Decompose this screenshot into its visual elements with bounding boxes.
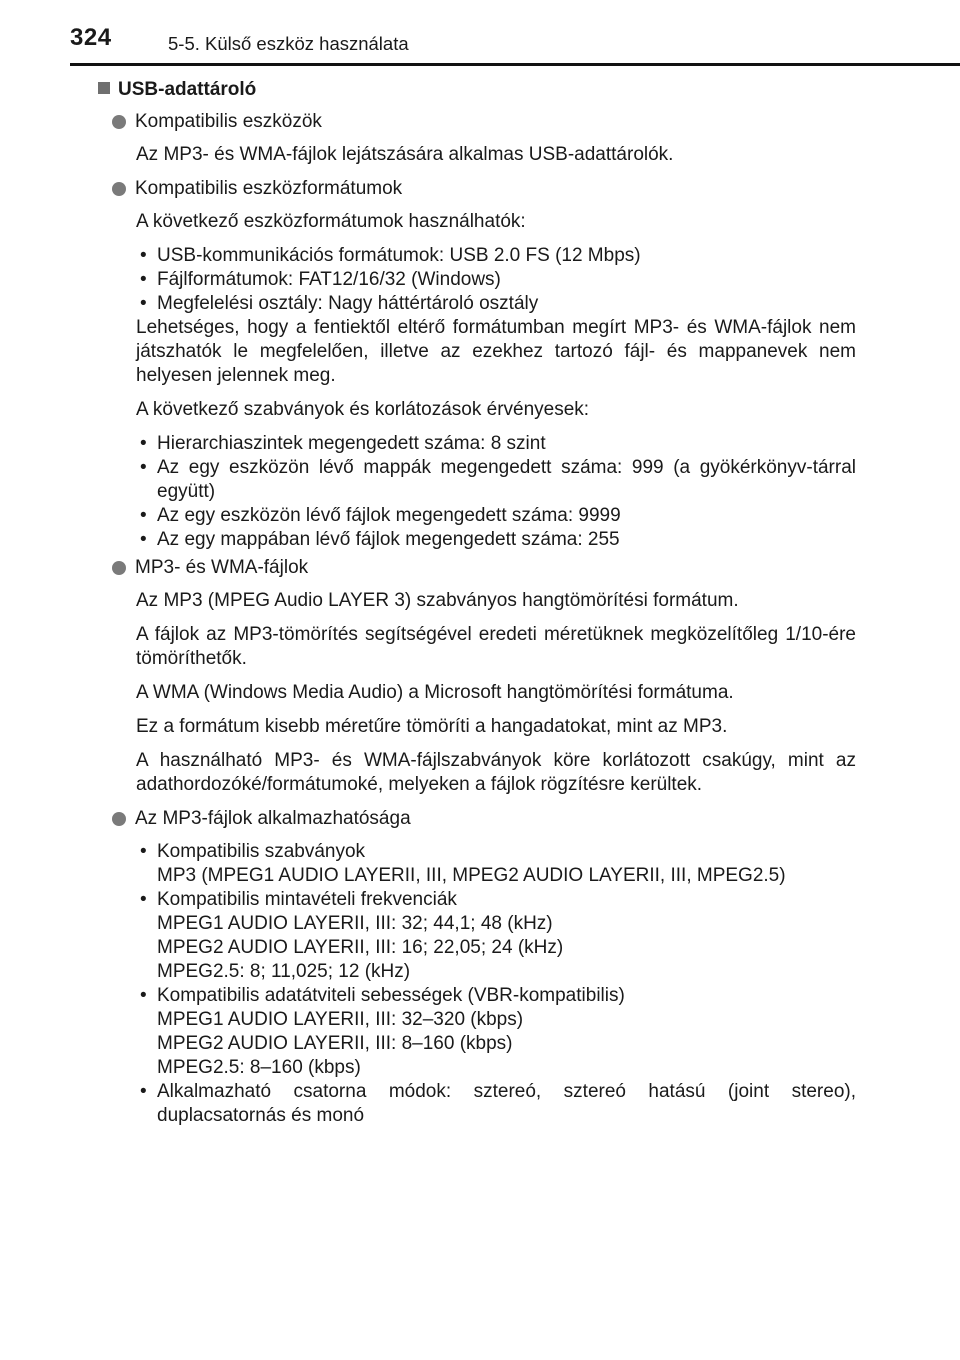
paragraph: Az MP3 (MPEG Audio LAYER 3) szabványos hangtömörítési formátum. (136, 590, 739, 611)
section-title: USB-adattároló (118, 79, 257, 100)
subsection-heading (112, 110, 856, 134)
page-content (98, 78, 856, 1138)
list-item: • Az egy eszközön lévő fájlok megengedett száma: 9999 (140, 505, 621, 526)
paragraph: A fájlok az MP3-tömörítés segítségével eredeti méretüknek megközelítőleg 1/10-ére tömöríthetők. (136, 624, 856, 669)
bullet-list (136, 840, 856, 1128)
section-heading (98, 78, 856, 100)
list-item: • Fájlformátumok: FAT12/16/32 (Windows) (140, 269, 501, 290)
paragraph: Lehetséges, hogy a fentiektől eltérő formátumban megírt MP3- és WMA-fájlok nem játszhatók le megfelelően, illetve az ezekhez tartozó fájl- és mappanevek nem helyesen jelennek meg. (136, 317, 856, 386)
list-item: • Kompatibilis adatátviteli sebességek (VBR-kompatibilis) MPEG1 AUDIO LAYERII, III: 32–320 (kbps) MPEG2 AUDIO LAYERII, III: 8–160 (kbps) MPEG2.5: 8–160 (kbps) (140, 985, 625, 1078)
paragraph: A következő szabványok és korlátozások érvényesek: (136, 399, 590, 420)
list-item: • Megfelelési osztály: Nagy háttértároló osztály (140, 293, 539, 314)
header-rule (70, 63, 960, 66)
list-item: • Kompatibilis szabványok MP3 (MPEG1 AUDIO LAYERII, III, MPEG2 AUDIO LAYERII, III, MPEG2.5) (140, 841, 786, 886)
paragraph: Az MP3- és WMA-fájlok lejátszására alkalmas USB-adattárolók. (136, 144, 674, 165)
paragraph: A WMA (Windows Media Audio) a Microsoft hangtömörítési formátuma. (136, 682, 734, 703)
list-item: • Az egy eszközön lévő mappák megengedett száma: 999 (a gyökérkönyv-tárral együtt) (140, 457, 856, 502)
bullet-list (136, 432, 856, 552)
round-bullet-icon (112, 812, 126, 826)
list-item: • Hierarchiaszintek megengedett száma: 8 szint (140, 433, 546, 454)
round-bullet-icon (112, 561, 126, 575)
subsection-heading (112, 556, 856, 580)
paragraph: A használható MP3- és WMA-fájlszabványok köre korlátozott csakúgy, mint az adathordozóké/formátumoké, melyeken a fájlok rögzítésre kerültek. (136, 750, 856, 795)
page-header (0, 0, 960, 64)
round-bullet-icon (112, 182, 126, 196)
round-bullet-icon (112, 115, 126, 129)
list-item: • Az egy mappában lévő fájlok megengedett száma: 255 (140, 529, 620, 550)
paragraph: A következő eszközformátumok használhatók: (136, 211, 526, 232)
paragraph: Ez a formátum kisebb méretűre tömöríti a hangadatokat, mint az MP3. (136, 716, 728, 737)
subsection-heading (112, 177, 856, 201)
list-item: • Kompatibilis mintavételi frekvenciák MPEG1 AUDIO LAYERII, III: 32; 44,1; 48 (kHz) MPEG2 AUDIO LAYERII, III: 16; 22,05; 24 (kHz) MPEG2.5: 8; 11,025; 12 (kHz) (140, 889, 564, 982)
list-item: • Alkalmazható csatorna módok: sztereó, sztereó hatású (joint stereo), duplacsatornás és monó (140, 1081, 856, 1126)
subsection-title: Kompatibilis eszközformátumok (135, 178, 403, 199)
subsection-heading (112, 807, 856, 831)
subsection-title: MP3- és WMA-fájlok (135, 557, 309, 578)
subsection-title: Kompatibilis eszközök (135, 111, 322, 132)
page-number: 324 (70, 24, 112, 51)
subsection-title: Az MP3-fájlok alkalmazhatósága (135, 808, 411, 829)
chapter-title: 5-5. Külső eszköz használata (168, 33, 409, 54)
square-bullet-icon (98, 82, 110, 94)
list-item: • USB-kommunikációs formátumok: USB 2.0 FS (12 Mbps) (140, 245, 641, 266)
bullet-list (136, 244, 856, 316)
